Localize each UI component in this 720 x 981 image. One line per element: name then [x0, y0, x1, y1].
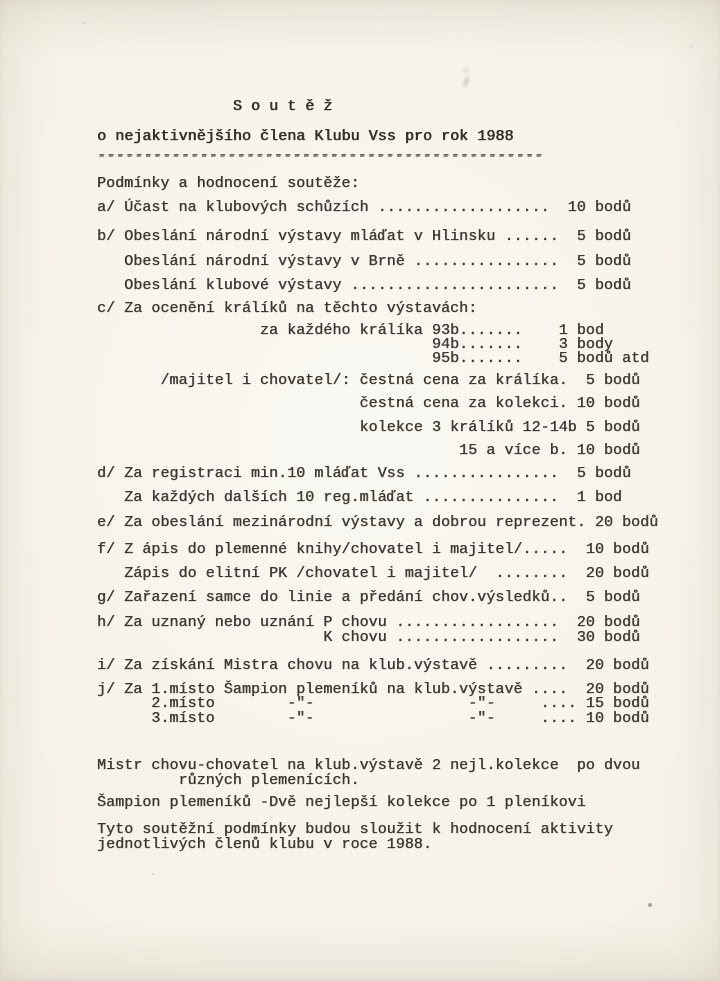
note-zaver-1: Tyto soutěžní podmínky budou sloužit k hodnocení aktivity	[97, 821, 613, 838]
item-f-zapis-elitni: Zápis do elitní PK /chovatel i majitel/ ........ 20 bodů	[97, 565, 650, 582]
paper-speck	[648, 903, 652, 907]
item-j-3-misto: 3.místo -"- -"- .... 10 bodů	[97, 710, 650, 727]
item-c: c/ Za ocenění králíků na těchto výstavách:	[97, 300, 478, 317]
item-d-registrace: d/ Za registraci min.10 mláďat Vss ................ 5 bodů	[97, 465, 632, 482]
item-f-zapis-pk: f/ Z ápis do plemenné knihy/chovatel i majitel/..... 10 bodů	[97, 541, 650, 558]
note-mistr-2: různých plemenících.	[97, 772, 360, 789]
doc-subtitle: o nejaktivnějšího člena Klubu Vss pro rok 1988	[97, 128, 514, 145]
item-j-1-misto: j/ Za 1.místo Šampion plemeníků na klub.výstavě .... 20 bodů	[97, 681, 650, 698]
paper-speck	[152, 873, 154, 875]
item-c-kolekce-12-14: kolekce 3 králíků 12-14b 5 bodů	[97, 419, 641, 436]
item-c-94b: 94b....... 3 body	[97, 336, 613, 353]
note-zaver-2: jednotlivých členů klubu v roce 1988.	[97, 836, 432, 853]
item-i: i/ Za získání Mistra chovu na klub.výstavě ......... 20 bodů	[97, 657, 650, 674]
ink-smudge	[447, 57, 482, 97]
item-c-93b: za každého králíka 93b....... 1 bod	[97, 322, 604, 339]
item-d-dalsich: Za každých dalších 10 reg.mláďat ............... 1 bod	[97, 489, 622, 506]
doc-title: S o u t ě ž	[97, 98, 333, 115]
item-h-p-chovu: h/ Za uznaný nebo uznání P chovu .................. 20 bodů	[97, 614, 641, 631]
paper-speck	[82, 22, 85, 24]
subtitle-underline: ------------------------------------------------	[97, 147, 544, 164]
item-b-brno: Obeslání národní výstavy v Brně ................ 5 bodů	[97, 253, 632, 270]
note-sampion: Šampion plemeníků -Dvě nejlepší kolekce po 1 pleníkovi	[97, 794, 586, 811]
item-g: g/ Zařazení samce do linie a předání chov.výsledků.. 5 bodů	[97, 589, 641, 606]
note-mistr-1: Mistr chovu-chovatel na klub.výstavě 2 nejl.kolekce po dvou	[97, 757, 641, 774]
item-a: a/ Účast na klubových schůzích ................... 10 bodů	[97, 199, 632, 216]
paper-speck	[690, 46, 692, 48]
item-c-kolekce-15: 15 a více b. 10 bodů	[97, 442, 641, 459]
item-b-hlinsko: b/ Obeslání národní výstavy mláďat v Hlinsku ...... 5 bodů	[97, 228, 632, 245]
item-c-cena-kralik: /majitel i chovatel/: čestná cena za králíka. 5 bodů	[97, 372, 641, 389]
item-b-klubova: Obeslání klubové výstavy ....................... 5 bodů	[97, 277, 632, 294]
item-h-k-chovu: K chovu .................. 30 bodů	[97, 629, 641, 646]
item-j-2-misto: 2.místo -"- -"- .... 15 bodů	[97, 695, 650, 712]
item-e: e/ Za obeslání mezinárodní výstavy a dobrou reprezent. 20 bodů	[97, 514, 659, 531]
item-c-95b: 95b....... 5 bodů atd	[97, 350, 650, 367]
item-c-cena-kolekce: čestná cena za kolekci. 10 bodů	[97, 395, 641, 412]
conditions-heading: Podmínky a hodnocení soutěže:	[97, 175, 360, 192]
